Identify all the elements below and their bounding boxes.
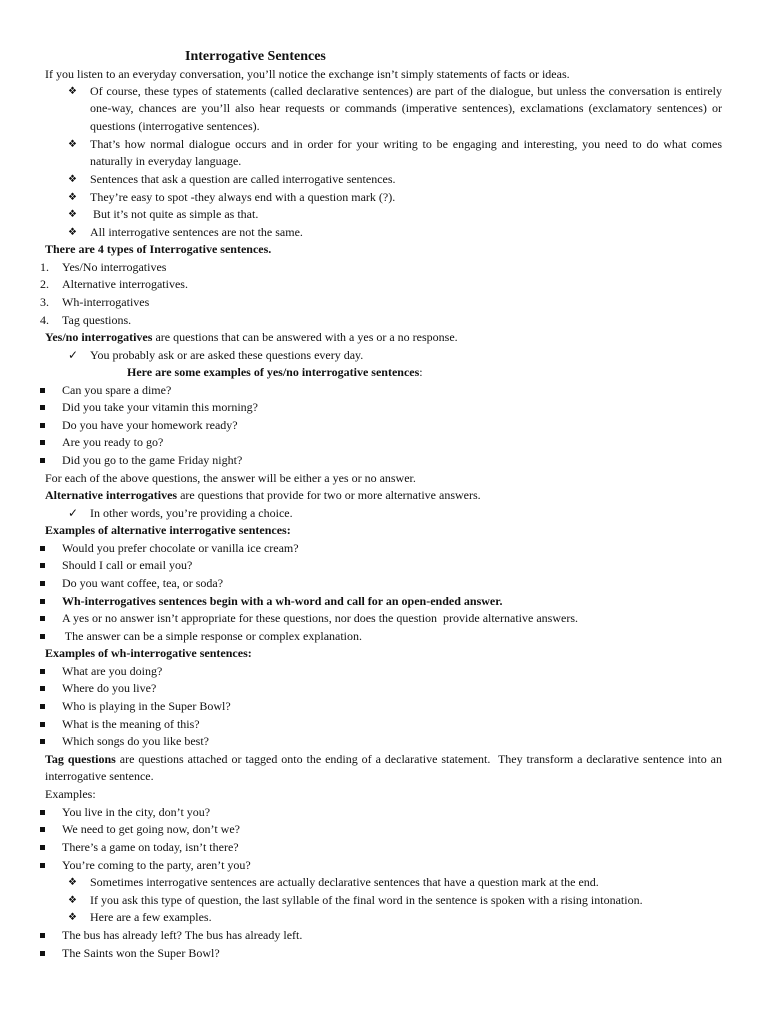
square-bullet-icon	[40, 581, 45, 586]
yesno-note: For each of the above questions, the answer will be either a yes or no answer.	[45, 471, 416, 485]
list-item: ❖ Sentences that ask a question are called interrogative sentences.	[68, 171, 722, 188]
diamond-bullet-icon: ❖	[68, 174, 77, 185]
square-bullet-icon	[40, 599, 45, 604]
alternative-examples-heading: Examples of alternative interrogative sentences:	[45, 523, 291, 537]
square-bullet-icon	[40, 388, 45, 393]
square-bullet-icon	[40, 810, 45, 815]
square-bullet-icon	[40, 669, 45, 674]
diamond-bullet-icon: ❖	[68, 209, 77, 220]
diamond-bullet-icon: ❖	[68, 192, 77, 203]
document-page: Interrogative Sentences If you listen to an everyday conversation, you’ll notice the exchange isn’t simply statements of facts or ideas. ❖ Of course, these types of statements (called declarative sentences) are part of the dialogue, but unless the conversation is entirely one-way, chances are you’ll also hear requests or commands (imperative sentences), exclamations (exclamatory sentences) or questions (interrogative sentences). ❖ That’s how normal dialogue occurs and in order for your writing to be engaging and interesting, you need to do what comes naturally in everyday language. ❖ Sentences that ask a question are called interrogative sentences. ❖ They’re easy to spot -they always end with a question mark (?). ❖ But it’s not quite as simple as that. ❖ All interrogative sentences are not the same. There are 4 types of Interrogative sentences. 1. Yes/No interrogatives 2. Alternative interrogatives. 3. Wh-interrogatives 4. Tag questions. Yes/no interrogatives are questions that can be answered with a yes or a no response. ✓ You probably ask or are asked these questions every day. Here are some examples of yes/no interrogative sentences: Can you spare a dime? Did you take your vitamin this morning? Do you have your homework ready? Are you ready to go? Did you go to the game Friday night? For each of the above questions, the answer will be either a yes or no answer. Alternative interrogatives are questions that provide for two or more alternative answers. ✓ In other words, you’re providing a choice. Examples of alternative interrogative sentences: Would you prefer chocolate or vanilla ice cream? Should I call or email you? Do you want coffee, tea, or soda? Wh-interrogatives sentences begin with a wh-word and call for an open-ended answer. A yes or no answer isn’t appropriate for these questions, nor does the question provide alternative answers. The answer can be a simple response or complex explanation. Examples of wh-interrogative sentences: What are you doing? Where do you live? Who is playing in the Super Bowl? What is the meaning of this? Which songs do you like best? Tag questions are questions attached or tagged onto the ending of a declarative statement. They transform a declarative sentence into an interrogative sentence. Examples: You live in the city, don’t you? We need to get going now, don’t we? There’s a game on today, isn’t there? You’re coming to the party, aren’t you? ❖ Sometimes interrogative sentences are actually declarative sentences that have a question mark at the end. ❖ If you ask this type of question, the last syllable of the final word in the sentence is spoken with a rising intonation. ❖ Here are a few examples. The bus has already left? The bus has already left. The Saints won the Super Bowl?	[40, 49, 725, 960]
wh-examples-heading: Examples of wh-interrogative sentences:	[45, 646, 252, 660]
tag-examples-label: Examples:	[45, 787, 96, 801]
list-number: 1.	[40, 260, 49, 274]
square-bullet-icon	[40, 634, 45, 639]
list-item: ❖ Of course, these types of statements (called declarative sentences) are part of the dialogue, but unless the conversation is entirely one-way, chances are you’ll also hear requests or commands (imperative sentences), exclamations (exclamatory sentences) or questions (interrogative sentences).	[68, 84, 722, 133]
diamond-bullet-icon: ❖	[68, 86, 77, 97]
square-bullet-icon	[40, 704, 45, 709]
diamond-bullet-icon: ❖	[68, 227, 77, 238]
types-heading: There are 4 types of Interrogative sentences.	[45, 242, 272, 256]
list-number: 2.	[40, 277, 49, 291]
square-bullet-icon	[40, 933, 45, 938]
diamond-bullet-icon: ❖	[68, 912, 77, 923]
square-bullet-icon	[40, 563, 45, 568]
check-bullet-icon: ✓	[68, 506, 79, 520]
list-item: ✓ You probably ask or are asked these questions every day.	[68, 347, 668, 364]
square-bullet-icon	[40, 440, 45, 445]
list-item: ✓ In other words, you’re providing a choice.	[68, 505, 668, 522]
check-bullet-icon: ✓	[68, 348, 79, 362]
yesno-definition: Yes/no interrogatives are questions that can be answered with a yes or a no response.	[45, 330, 458, 344]
yesno-examples-heading: Here are some examples of yes/no interrogative sentences:	[127, 365, 423, 379]
square-bullet-icon	[40, 405, 45, 410]
square-bullet-icon	[40, 686, 45, 691]
diamond-bullet-icon: ❖	[68, 877, 77, 888]
list-item: ❖ They’re easy to spot -they always end with a question mark (?).	[68, 189, 722, 206]
list-item: ❖ If you ask this type of question, the last syllable of the final word in the sentence is spoken with a rising intonation.	[68, 892, 722, 909]
list-number: 4.	[40, 313, 49, 327]
list-item: ❖ That’s how normal dialogue occurs and in order for your writing to be engaging and interesting, you need to do what comes naturally in everyday language.	[68, 137, 722, 169]
list-item: ❖ Sometimes interrogative sentences are actually declarative sentences that have a question mark at the end.	[68, 874, 722, 891]
square-bullet-icon	[40, 863, 45, 868]
tag-definition: Tag questions are questions attached or tagged onto the ending of a declarative statement. They transform a declarative sentence into an interrogative sentence.	[45, 752, 725, 784]
intro-paragraph: If you listen to an everyday conversation, you’ll notice the exchange isn’t simply statements of facts or ideas.	[45, 67, 570, 81]
alternative-definition: Alternative interrogatives are questions that provide for two or more alternative answers.	[45, 488, 481, 502]
list-item: ❖ All interrogative sentences are not the same.	[68, 224, 722, 241]
diamond-bullet-icon: ❖	[68, 139, 77, 150]
square-bullet-icon	[40, 845, 45, 850]
square-bullet-icon	[40, 616, 45, 621]
square-bullet-icon	[40, 951, 45, 956]
list-number: 3.	[40, 295, 49, 309]
page-title: Interrogative Sentences	[185, 49, 326, 64]
square-bullet-icon	[40, 739, 45, 744]
square-bullet-icon	[40, 423, 45, 428]
square-bullet-icon	[40, 458, 45, 463]
diamond-bullet-icon: ❖	[68, 895, 77, 906]
square-bullet-icon	[40, 722, 45, 727]
square-bullet-icon	[40, 546, 45, 551]
square-bullet-icon	[40, 827, 45, 832]
list-item: ❖ But it’s not quite as simple as that.	[68, 206, 722, 223]
list-item: ❖ Here are a few examples.	[68, 909, 722, 926]
